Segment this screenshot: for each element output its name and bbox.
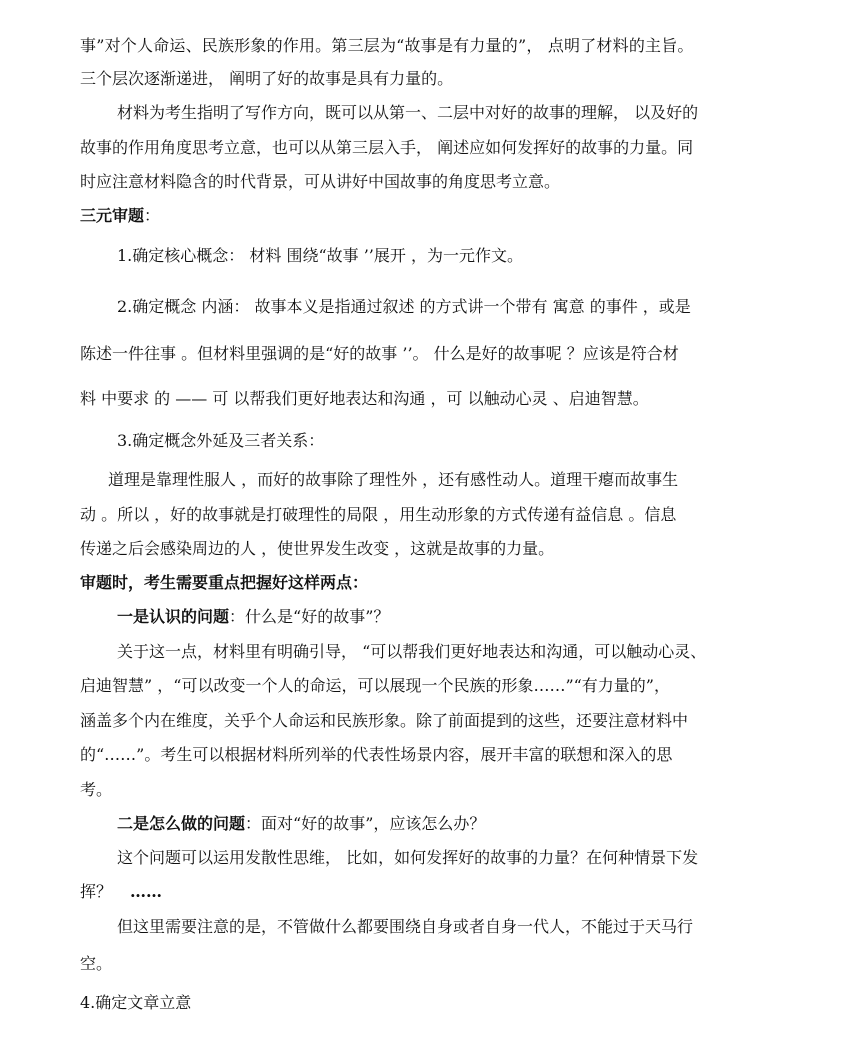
paragraph-line: 陈述一件往事 。但材料里强调的是“好的故事 ’’。 什么是好的故事呢 ？应该是符合材 (80, 344, 679, 363)
heading-text: 三元审题 (80, 206, 145, 225)
paragraph-line: 材料为考生指明了写作方向，既可以从第一、二层中对好的故事的理解， 以及好的 (117, 103, 699, 122)
subsection-text: ：什么是“好的故事”？ (229, 607, 390, 626)
paragraph-line: 启迪智慧” ，“可以改变一个人的命运，可以展现一个民族的形象……”“有力量的”， (80, 676, 670, 695)
list-item: 3.确定概念外延及三者关系： (117, 431, 325, 450)
paragraph-line: 事”对个人命运、民族形象的作用。第三层为“故事是有力量的”， 点明了材料的主旨。 (80, 36, 694, 55)
section-heading: 审题时，考生需要重点把握好这样两点： (80, 573, 369, 592)
paragraph-line: 三个层次逐渐递进， 阐明了好的故事是具有力量的。 (80, 69, 454, 88)
list-item: 2.确定概念 内涵： 故事本义是指通过叙述 的方式讲一个带有 寓意 的事件 ，或是 (117, 297, 691, 316)
list-item: 4.确定文章立意 (80, 993, 192, 1012)
paragraph-line: 涵盖多个内在维度，关乎个人命运和民族形象。除了前面提到的这些，还要注意材料中 (80, 711, 689, 730)
ellipsis: …… (130, 882, 163, 901)
paragraph-line: 但这里需要注意的是，不管做什么都要围绕自身或者自身一代人，不能过于天马行 (117, 917, 694, 936)
paragraph-line (80, 882, 162, 902)
subsection-text: ：面对“好的故事”，应该怎么办？ (245, 814, 486, 833)
paragraph-line: 传递之后会感染周边的人 ，使世界发生改变 ，这就是故事的力量。 (80, 539, 555, 558)
paragraph-line: 的“……”。考生可以根据材料所列举的代表性场景内容，展开丰富的联想和深入的思 (80, 745, 673, 764)
paragraph-line: 道理是靠理性服人 ，而好的故事除了理性外 ，还有感性动人。道理干瘪而故事生 (108, 470, 679, 489)
paragraph-line: 这个问题可以运用发散性思维， 比如，如何发挥好的故事的力量？在何种情景下发 (117, 848, 699, 867)
paragraph-line: 时应注意材料隐含的时代背景，可从讲好中国故事的角度思考立意。 (80, 172, 561, 191)
line-text: 挥？ (80, 882, 113, 901)
subsection-heading (117, 814, 485, 834)
paragraph-line: 动 。所以 ，好的故事就是打破理性的局限 ，用生动形象的方式传递有益信息 。信息 (80, 505, 677, 524)
subsection-heading (117, 607, 389, 627)
section-heading (80, 206, 160, 226)
subsection-title: 一是认识的问题 (117, 607, 230, 626)
paragraph-line: 料 中要求 的 —— 可 以帮我们更好地表达和沟通 ，可 以触动心灵 、启迪智慧。 (80, 389, 649, 408)
subsection-title: 二是怎么做的问题 (117, 814, 246, 833)
paragraph-line: 故事的作用角度思考立意，也可以从第三层入手， 阐述应如何发挥好的故事的力量。同 (80, 138, 694, 157)
list-item: 1.确定核心概念： 材料 围绕“故事 ’’展开 ，为一元作文。 (117, 246, 523, 265)
paragraph-line: 考。 (80, 780, 113, 799)
paragraph-line: 关于这一点，材料里有明确引导， “可以帮我们更好地表达和沟通，可以触动心灵、 (117, 642, 707, 661)
paragraph-line: 空。 (80, 954, 113, 973)
heading-colon: ： (144, 206, 161, 225)
